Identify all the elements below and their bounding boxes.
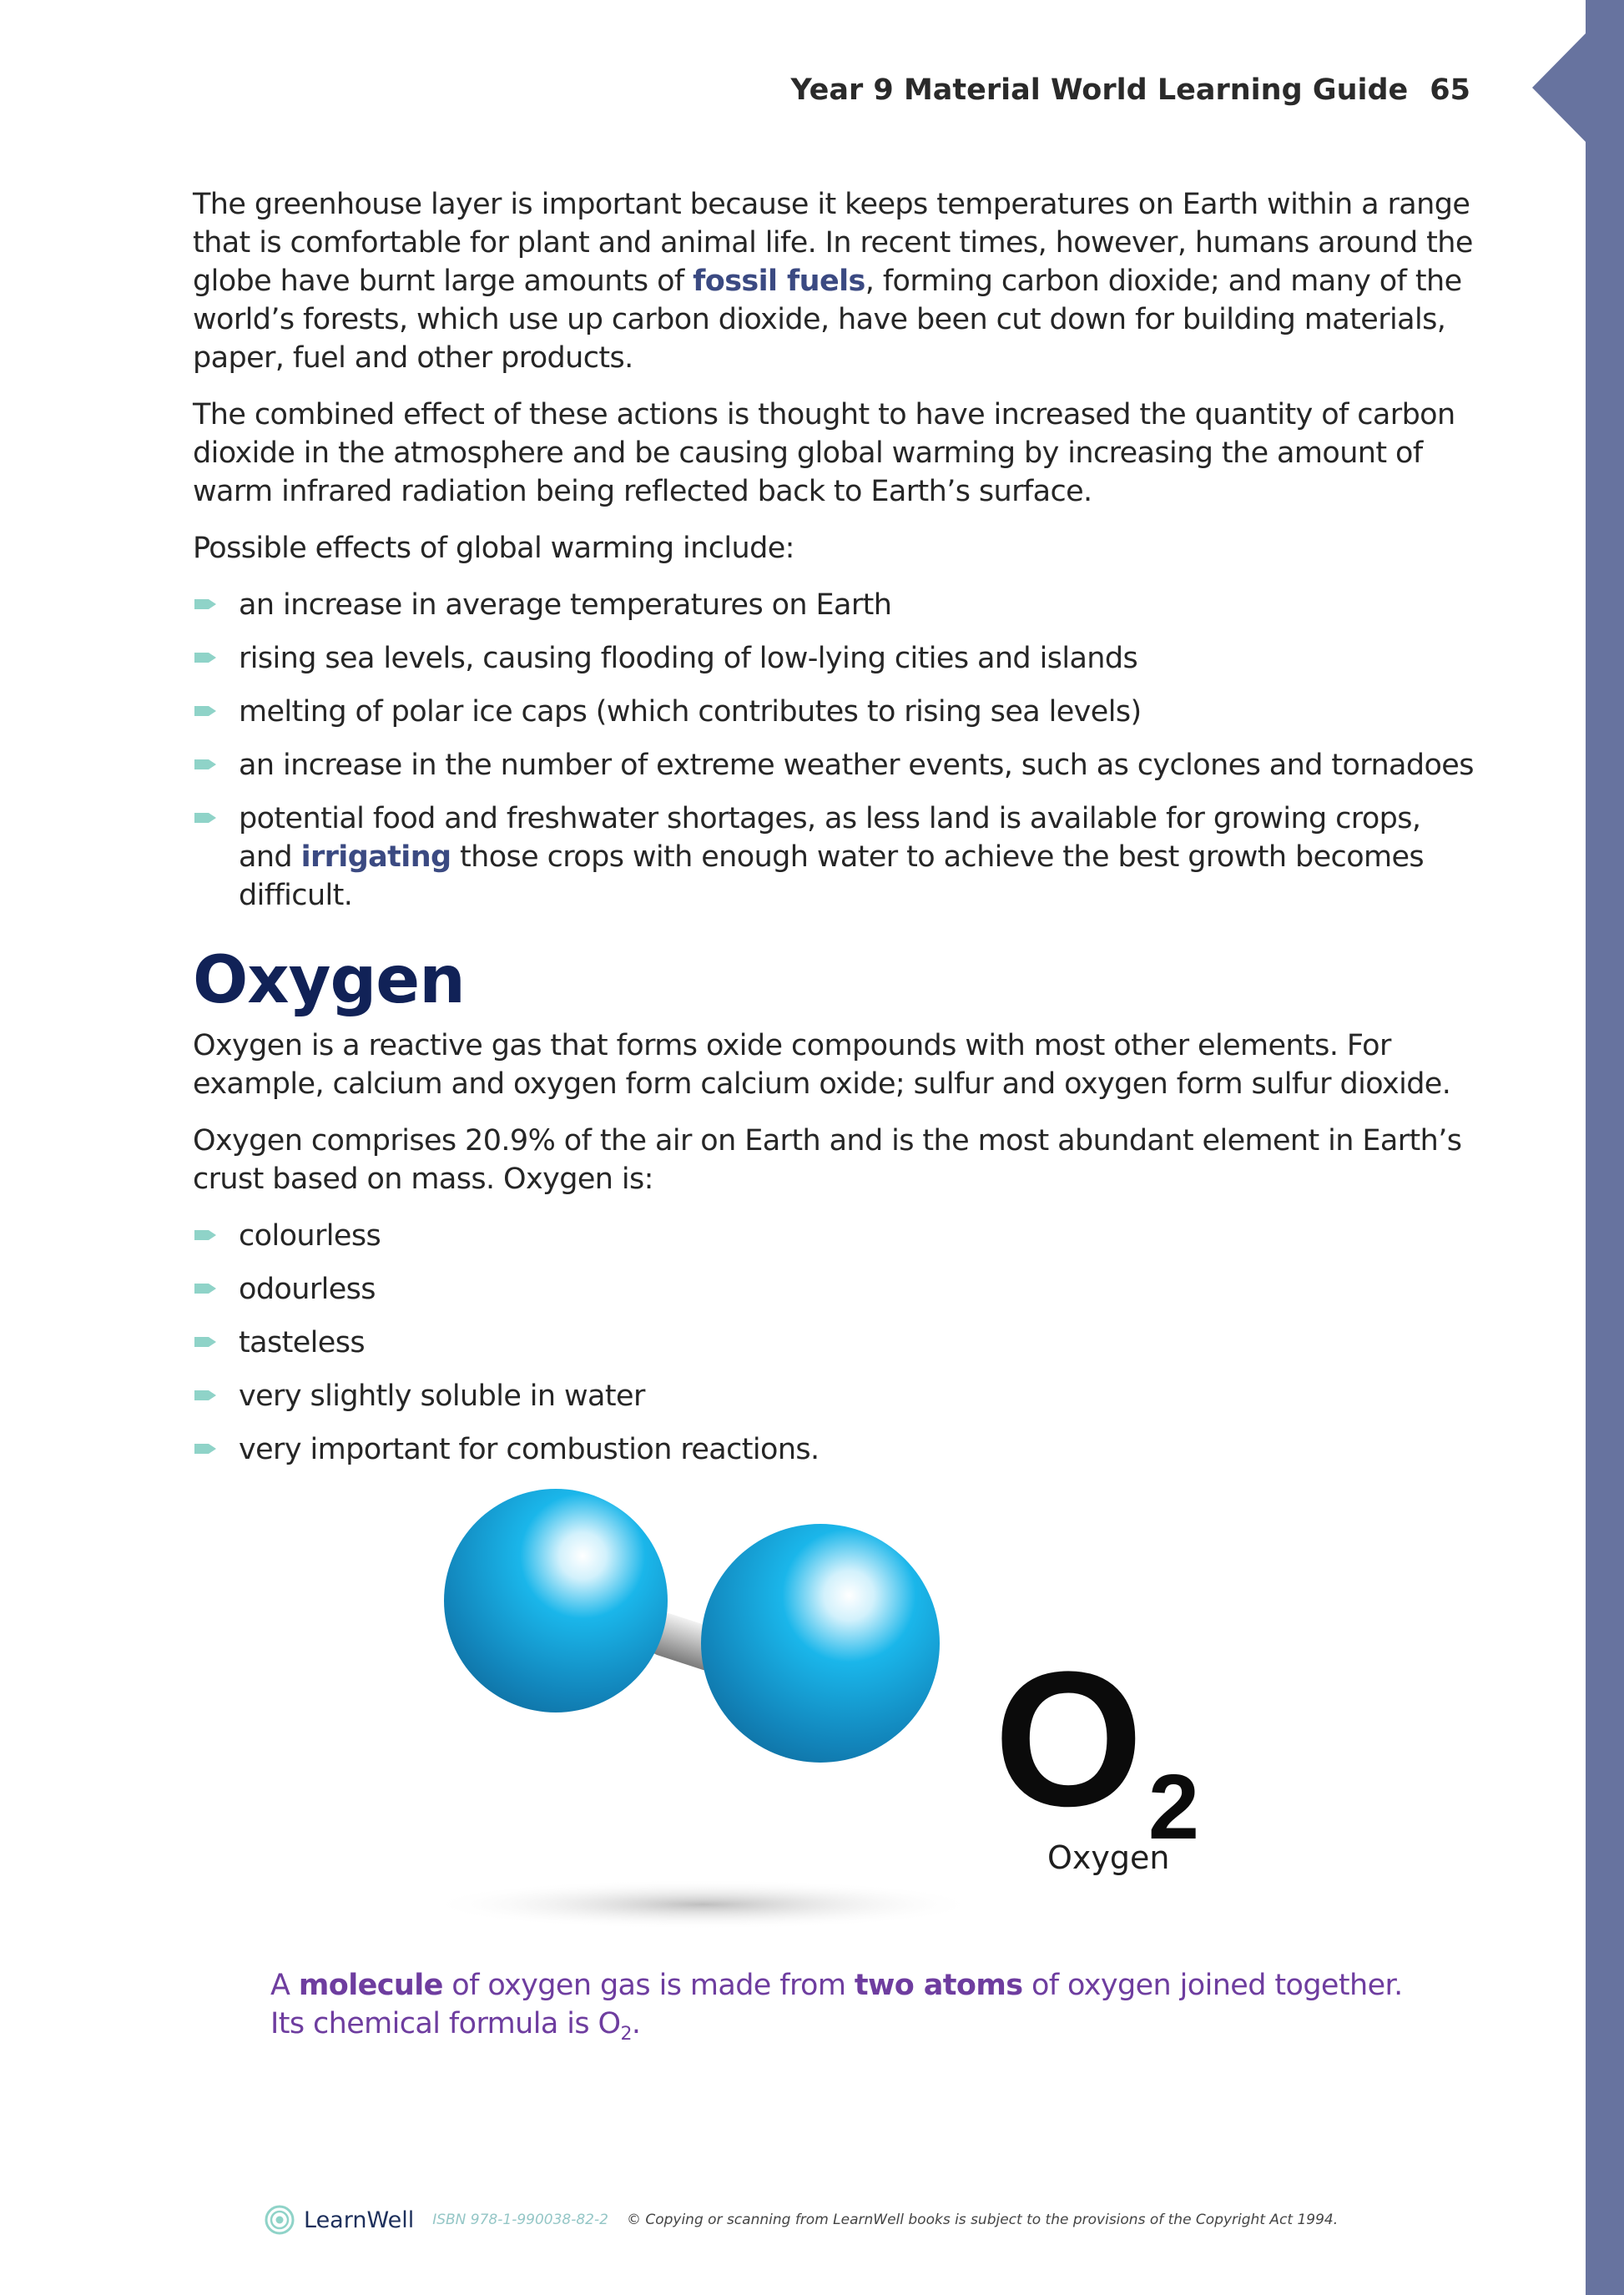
intro-paragraph-2: The combined effect of these actions is thought to have increased the quantity of carbon dioxide in the atmosphere and be causing global warming by increasing the amount of warm infrared radiation being reflected back to Earth’s surface.	[193, 398, 1455, 508]
arrow-bullet-icon	[194, 597, 218, 612]
figure-caption: A molecule of oxygen gas is made from two atoms of oxygen joined together. Its chemical formula is $O_2$.	[270, 1969, 1403, 2045]
footer-brand: LearnWell	[304, 2207, 415, 2233]
list-item: very important for combustion reactions.	[193, 1430, 1482, 1469]
list-item: potential food and freshwater shortages, as less land is available for growing crops, and irrigating those crops with enough water to achieve the best growth becomes difficult.	[193, 799, 1482, 915]
arrow-bullet-icon	[194, 810, 218, 825]
arrow-bullet-icon	[194, 1281, 218, 1296]
term-fossil-fuels[interactable]: fossil fuels	[693, 265, 865, 298]
learnwell-logo-icon	[264, 2204, 295, 2236]
page-tab-marker	[1532, 33, 1591, 142]
oxygen-atom-left	[444, 1489, 668, 1712]
section-heading-oxygen: Oxygen	[193, 943, 465, 1018]
list-item: very slightly soluble in water	[193, 1377, 1482, 1415]
list-item: colourless	[193, 1217, 1482, 1255]
oxygen-atom-right	[701, 1524, 940, 1763]
arrow-bullet-icon	[194, 1228, 218, 1243]
oxygen-molecule-figure	[193, 1489, 1482, 1973]
header-title: Year 9 Material World Learning Guide	[790, 73, 1409, 107]
oxygen-paragraph-2: Oxygen comprises 20.9% of the air on Earth and is the most abundant element in Earth’s crust based on mass. Oxygen is:	[193, 1124, 1462, 1196]
intro-paragraph-1: The greenhouse layer is important because it keeps temperatures on Earth within a range that is comfortable for plant and animal life. In recent times, however, humans around the globe have burnt large amounts of fossil fuels, forming carbon dioxide; and many of the world’s forests, which use up carbon dioxide, have been cut down for building materials, paper, fuel and other products.	[193, 188, 1473, 375]
page-footer	[264, 2203, 1338, 2237]
list-item: odourless	[193, 1270, 1482, 1309]
warming-effects-list	[193, 586, 1482, 915]
term-molecule[interactable]: molecule	[298, 1969, 443, 2002]
page-header	[791, 73, 1471, 107]
formula-label: Oxygen	[1047, 1839, 1170, 1876]
arrow-bullet-icon	[194, 1334, 218, 1349]
oxygen-paragraph-1: Oxygen is a reactive gas that forms oxide compounds with most other elements. For example, calcium and oxygen form calcium oxide; sulfur and oxygen form sulfur dioxide.	[193, 1029, 1451, 1101]
oxygen-properties-list	[193, 1217, 1482, 1469]
arrow-bullet-icon	[194, 650, 218, 665]
caption-subscript: 2	[620, 2024, 632, 2045]
term-two-atoms: two atoms	[854, 1969, 1023, 2002]
intro-paragraph-3: Possible effects of global warming include:	[193, 532, 794, 565]
page-number: 65	[1430, 73, 1470, 107]
footer-copyright: © Copying or scanning from LearnWell books is subject to the provisions of the Copyright Act 1994.	[626, 2212, 1339, 2228]
list-item: an increase in the number of extreme weather events, such as cyclones and tornadoes	[193, 746, 1482, 784]
term-irrigating[interactable]: irrigating	[300, 840, 451, 874]
footer-isbn: ISBN 978-1-990038-82-2	[432, 2212, 608, 2228]
list-item: an increase in average temperatures on Earth	[193, 586, 1482, 624]
arrow-bullet-icon	[194, 757, 218, 772]
formula-subscript: 2	[1147, 1756, 1200, 1859]
arrow-bullet-icon	[194, 1388, 218, 1403]
list-item: tasteless	[193, 1324, 1482, 1362]
main-content	[193, 185, 1482, 1973]
page-edge-bar	[1586, 0, 1624, 2295]
list-item: rising sea levels, causing flooding of low-lying cities and islands	[193, 639, 1482, 678]
list-item: melting of polar ice caps (which contributes to rising sea levels)	[193, 693, 1482, 731]
arrow-bullet-icon	[194, 1441, 218, 1456]
oxygen-molecule-illustration	[193, 1489, 986, 1956]
arrow-bullet-icon	[194, 704, 218, 719]
molecule-shadow	[428, 1879, 979, 1929]
formula-symbol: O	[994, 1632, 1143, 1846]
